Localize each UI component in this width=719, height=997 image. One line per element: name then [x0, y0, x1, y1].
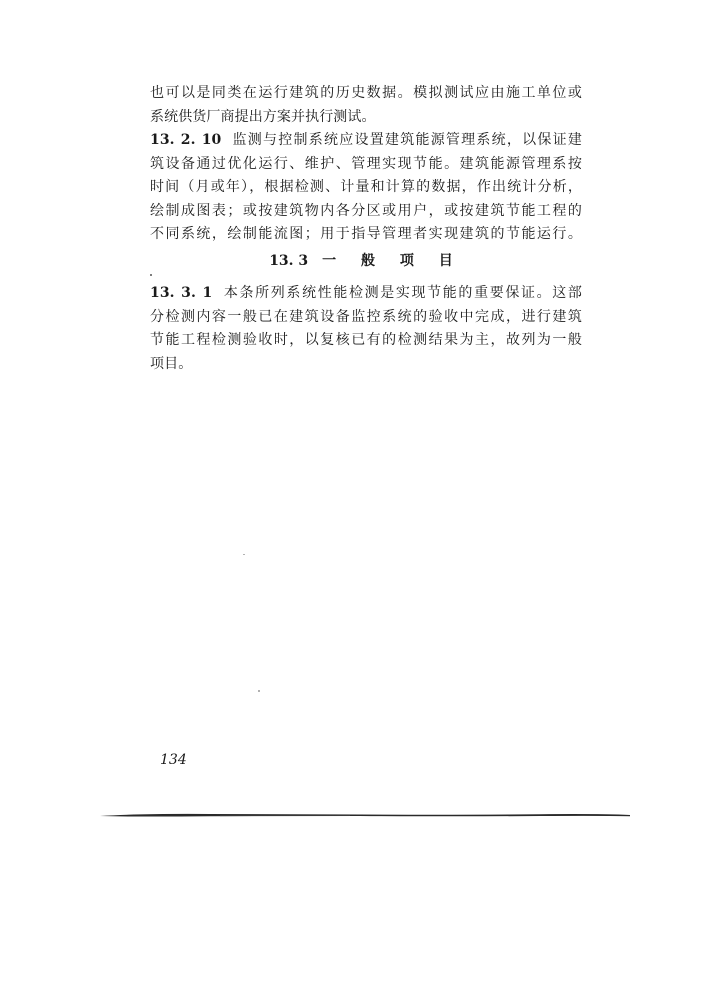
- scan-speck: [150, 274, 152, 276]
- clause-first-line: [150, 282, 582, 306]
- paragraph-continued-last: [150, 106, 582, 130]
- text-line: 筑设备通过优化运行、维护、管理实现节能。建筑能源管理系按: [150, 155, 582, 172]
- text-line: 分检测内容一般已在建筑设备监控系统的验收中完成，进行建筑: [150, 308, 582, 325]
- text-line: 项目。: [150, 355, 193, 372]
- section-title: 一 般 项 目: [322, 253, 463, 269]
- paragraph-continued: [150, 82, 582, 106]
- scan-speck: [258, 690, 260, 692]
- text-line: 本条所列系统性能检测是实现节能的重要保证。这部: [222, 285, 582, 301]
- page-bottom-rule: [100, 810, 630, 820]
- section-number: 13. 3: [269, 253, 309, 269]
- text-line: 监测与控制系统应设置建筑能源管理系统，以保证建: [231, 132, 582, 148]
- page-number: 134: [160, 752, 187, 768]
- clause-13-2-10: [150, 129, 582, 247]
- text-line: 节能工程检测验收时，以复核已有的检测结果为主，故列为一般: [150, 332, 582, 349]
- section-heading: [150, 250, 582, 270]
- clause-13-3-1: [150, 282, 582, 376]
- clause-number: 13. 3. 1: [150, 285, 213, 301]
- text-line: 也可以是同类在运行建筑的历史数据。模拟测试应由施工单位或: [150, 85, 582, 101]
- clause-first-line: [150, 129, 582, 153]
- text-line: 时间（月或年），根据检测、计量和计算的数据，作出统计分析，: [150, 179, 582, 196]
- text-line: 不同系统，绘制能流图；用于指导管理者实现建筑的节能运行。: [150, 226, 582, 243]
- text-line: 绘制成图表；或按建筑物内各分区或用户，或按建筑节能工程的: [150, 202, 582, 219]
- scan-speck: [243, 554, 245, 555]
- clause-number: 13. 2. 10: [150, 132, 222, 148]
- text-line: 系统供货厂商提出方案并执行测试。: [150, 108, 376, 125]
